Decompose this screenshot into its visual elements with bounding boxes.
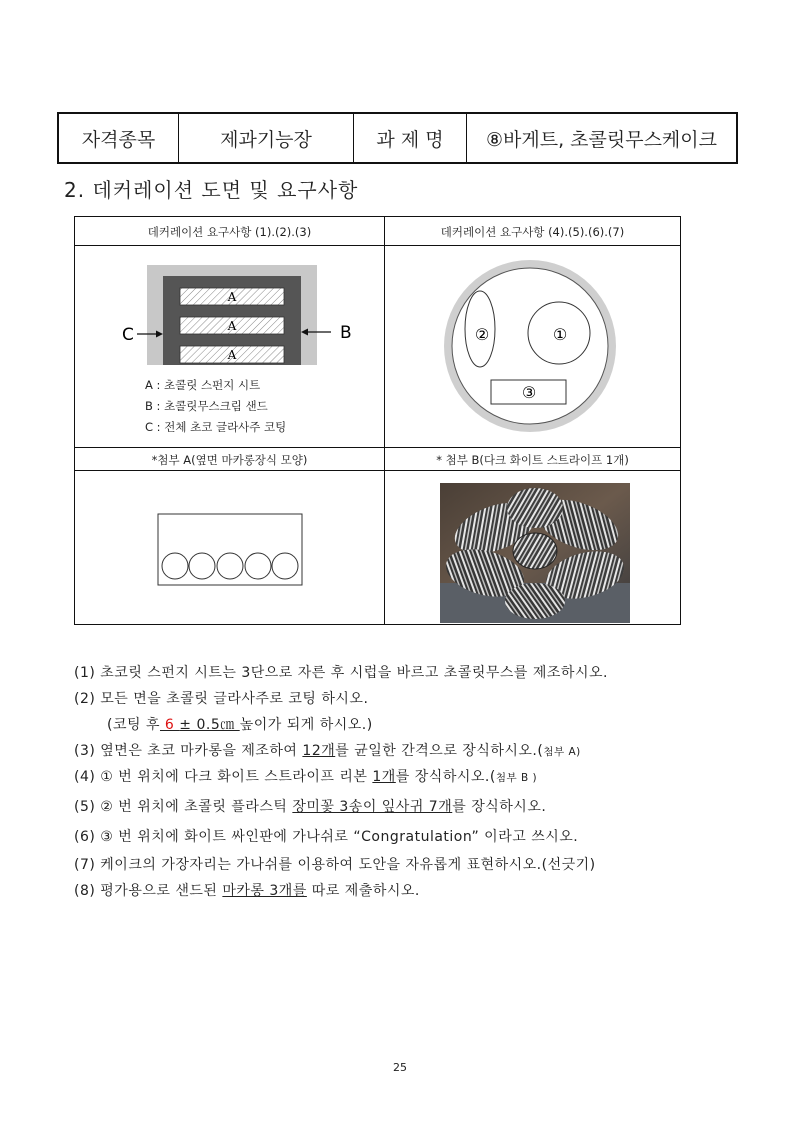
req3-count: 12개 [302, 743, 336, 759]
requirement-8 [74, 880, 420, 900]
req8-b: 따로 제출하시오. [306, 883, 420, 899]
requirement-4 [74, 766, 537, 786]
table-divider-h2 [75, 447, 680, 448]
position-2-label: ② [474, 325, 490, 344]
req2-height-tolerance: ± 0.5㎝ [179, 717, 240, 733]
decoration-table [74, 216, 681, 625]
section-title: 2. 데커레이션 도면 및 요구사항 [64, 178, 359, 202]
page-number: 25 [393, 1061, 407, 1074]
macaron-2 [189, 553, 215, 579]
req5-a: (5) ② 번 위치에 초콜릿 플라스틱 [74, 799, 293, 815]
stripe-ribbon-photo [440, 483, 630, 623]
position-1-label: ① [552, 325, 568, 344]
req4-a: (4) ① 번 위치에 다크 화이트 스트라이프 리본 [74, 769, 373, 785]
macaron-1 [162, 553, 188, 579]
req3-b: 를 균일한 간격으로 장식하시오.( [335, 743, 544, 759]
layer-label-a3: A [227, 348, 237, 362]
head-left: 데커레이션 요구사항 (1).(2).(3) [147, 225, 312, 239]
header-label-subject: 자격종목 [59, 114, 179, 162]
attach-right-head: * 첨부 B(다크 화이트 스트라이프 1개) [436, 453, 629, 467]
req2-note-c: 높이가 되게 하시오.) [239, 717, 373, 733]
req8-items: 마카롱 3개를 [222, 883, 307, 899]
req2-height-value [160, 717, 240, 733]
macaron-side-diagram [75, 471, 384, 625]
label-b: B [340, 323, 352, 343]
header-value-task: ⑧바게트, 초콜릿무스케이크 [485, 128, 717, 151]
req2-height-number: 6 [159, 717, 180, 733]
cake-legend [145, 375, 286, 438]
req3-a: (3) 옆면은 초코 마카롱을 제조하여 [74, 743, 303, 759]
attach-left-head: *첨부 A(옆면 마카롱장식 모양) [151, 453, 308, 467]
macaron-3 [217, 553, 243, 579]
requirement-2: (2) 모든 면을 초콜릿 글라사주로 코팅 하시오. [74, 691, 369, 707]
requirement-3 [74, 740, 581, 760]
legend-item-b: B : 초콜릿무스크림 샌드 [145, 399, 268, 413]
requirement-7: (7) 케이크의 가장자리는 가나쉬를 이용하여 도안을 자유롭게 표현하시오.(선긋기) [74, 857, 596, 873]
cake-side-panel [158, 514, 302, 585]
head-right: 데커레이션 요구사항 (4).(5).(6).(7) [440, 225, 625, 239]
layer-label-a2: A [227, 319, 237, 333]
legend-item-c: C : 전체 초코 글라사주 코팅 [145, 420, 287, 434]
requirement-2-note [107, 714, 373, 734]
requirement-1: (1) 초코릿 스펀지 시트는 3단으로 자른 후 시럽을 바르고 초콜릿무스를 제조하시오. [74, 665, 608, 681]
requirement-5 [74, 796, 546, 816]
legend-item-a: A : 초콜릿 스펀지 시트 [145, 378, 261, 392]
header-table [57, 112, 738, 164]
label-c: C [122, 325, 134, 345]
req5-b: 를 장식하시오. [452, 799, 547, 815]
req3-attach: 첨부 A) [543, 746, 581, 758]
header-label-task: 과 제 명 [354, 114, 467, 162]
req5-items: 장미꽃 3송이 잎사귀 7개 [292, 799, 453, 815]
req4-count: 1개 [372, 769, 396, 785]
header-value-subject: 제과기능장 [179, 114, 354, 162]
req4-b: 를 장식하시오.( [395, 769, 496, 785]
req8-a: (8) 평가용으로 샌드된 [74, 883, 223, 899]
req2-note-a: (코팅 후 [107, 717, 160, 733]
layer-label-a1: A [227, 290, 237, 304]
req4-attach: 첨부 B ) [495, 772, 538, 784]
cake-top-view-diagram [385, 246, 681, 447]
requirement-6: (6) ③ 번 위치에 화이트 싸인판에 가나쉬로 “Congratulation” 이라고 쓰시오. [74, 829, 579, 845]
macaron-4 [245, 553, 271, 579]
position-3-label: ③ [521, 383, 537, 402]
macaron-5 [272, 553, 298, 579]
